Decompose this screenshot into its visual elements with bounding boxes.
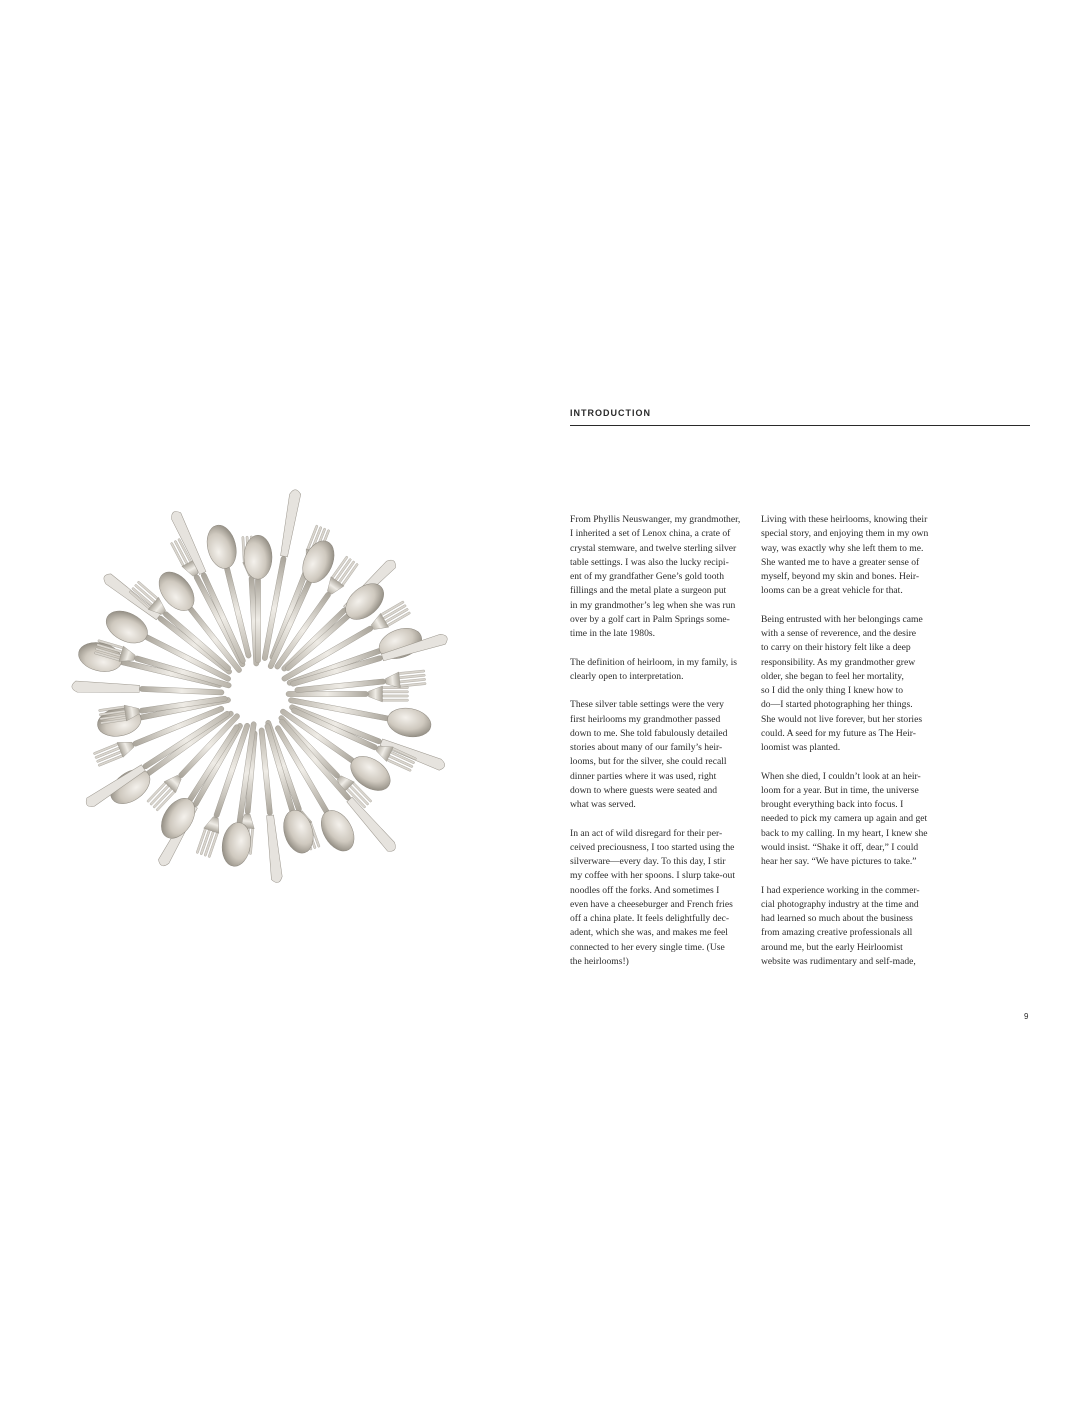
text-line: loomist was planted. xyxy=(761,742,841,753)
text-line: looms, but for the silver, she could recall xyxy=(570,756,727,768)
text-line: I had experience working in the commer- xyxy=(761,884,920,896)
text-line: Living with these heirlooms, knowing their xyxy=(761,514,928,525)
text-line: first heirlooms my grandmother passed xyxy=(570,713,721,725)
text-line: the heirlooms!) xyxy=(570,955,629,967)
paragraph xyxy=(570,698,750,812)
paragraph xyxy=(570,656,750,685)
silverware-starburst-svg xyxy=(52,482,452,922)
section-rule xyxy=(570,425,1030,426)
text-line: way, was exactly why she left them to me. xyxy=(761,542,924,554)
text-line: to carry on their history felt like a deep xyxy=(761,642,911,654)
text-line: would insist. “Shake it off, dear,” I could xyxy=(761,841,919,853)
text-line: in my grandmother’s leg when she was run xyxy=(570,599,736,611)
paragraph xyxy=(570,827,750,970)
section-label: INTRODUCTION xyxy=(570,408,651,418)
text-line: needed to pick my camera up again and get xyxy=(761,813,928,825)
paragraph xyxy=(761,884,941,970)
text-line: my coffee with her spoons. I slurp take-out xyxy=(570,870,736,882)
text-column-right xyxy=(761,513,941,983)
text-line: older, she began to feel her mortality, xyxy=(761,670,904,682)
text-line: from amazing creative professionals all xyxy=(761,927,913,939)
text-line: with a sense of reverence, and the desire xyxy=(761,628,917,639)
text-line: had learned so much about the business xyxy=(761,913,913,924)
text-line: crystal stemware, and twelve sterling silver xyxy=(570,542,737,554)
text-line: connected to her every single time. (Use xyxy=(570,941,725,953)
text-line: dinner parties where it was used, right xyxy=(570,770,717,782)
paragraph xyxy=(761,613,941,756)
text-line: around me, but the early Heirloomist xyxy=(761,941,903,953)
text-line: She wanted me to have a greater sense of xyxy=(761,556,920,568)
paragraph xyxy=(570,513,750,641)
fork-utensil xyxy=(98,690,228,724)
text-line: fillings and the metal plate a surgeon put xyxy=(570,585,727,597)
paragraph xyxy=(761,513,941,599)
text-line: so I did the only thing I knew how to xyxy=(761,685,904,696)
text-line: She would not live forever, but her stories xyxy=(761,713,923,725)
page-number: 9 xyxy=(1024,1012,1029,1021)
text-line: Being entrusted with her belongings came xyxy=(761,613,923,625)
text-line: brought everything back into focus. I xyxy=(761,799,904,810)
text-line: hear her say. “We have pictures to take.” xyxy=(761,856,917,867)
text-line: do—I started photographing her things. xyxy=(761,699,913,711)
text-line: what was served. xyxy=(570,799,636,810)
text-line: loom for a year. But in time, the universe xyxy=(761,784,919,796)
text-line: down to me. She told fabulously detailed xyxy=(570,727,728,739)
text-line: responsibility. As my grandmother grew xyxy=(761,656,916,668)
text-line: down to where guests were seated and xyxy=(570,784,718,796)
text-line: myself, beyond my skin and bones. Heir- xyxy=(761,571,920,582)
text-line: silverware—every day. To this day, I stir xyxy=(570,856,726,867)
text-line: ent of my grandfather Gene’s gold tooth xyxy=(570,571,724,582)
text-line: even have a cheeseburger and French fries xyxy=(570,898,733,910)
text-line: ceived preciousness, I too started using the xyxy=(570,841,735,853)
text-line: website was rudimentary and self-made, xyxy=(761,955,916,967)
paragraph xyxy=(761,770,941,870)
text-line: adent, which she was, and makes me feel xyxy=(570,927,728,939)
text-line: over by a golf cart in Palm Springs some- xyxy=(570,613,730,625)
text-line: looms can be a great vehicle for that. xyxy=(761,585,903,597)
text-line: time in the late 1980s. xyxy=(570,628,655,639)
text-line: could. A seed for my future as The Heir- xyxy=(761,727,916,739)
text-column-left xyxy=(570,513,750,983)
text-line: cial photography industry at the time and xyxy=(761,898,919,910)
text-line: back to my calling. In my heart, I knew she xyxy=(761,827,928,839)
text-line: off a china plate. It feels delightfully dec- xyxy=(570,913,730,924)
text-line: In an act of wild disregard for their per- xyxy=(570,827,723,839)
text-line: These silver table settings were the very xyxy=(570,699,724,711)
text-line: I inherited a set of Lenox china, a crate of xyxy=(570,528,731,540)
text-line: The definition of heirloom, in my family, is xyxy=(570,656,737,668)
silverware-starburst-photo-icon xyxy=(52,482,452,922)
text-line: noodles off the forks. And sometimes I xyxy=(570,884,720,896)
text-line: table settings. I was also the lucky recipi- xyxy=(570,556,729,568)
text-line: From Phyllis Neuswanger, my grandmother, xyxy=(570,514,741,525)
text-line: stories about many of our family’s heir- xyxy=(570,742,723,753)
text-line: special story, and enjoying them in my own xyxy=(761,528,929,540)
text-line: clearly open to interpretation. xyxy=(570,670,684,682)
text-line: When she died, I couldn’t look at an heir- xyxy=(761,770,921,782)
